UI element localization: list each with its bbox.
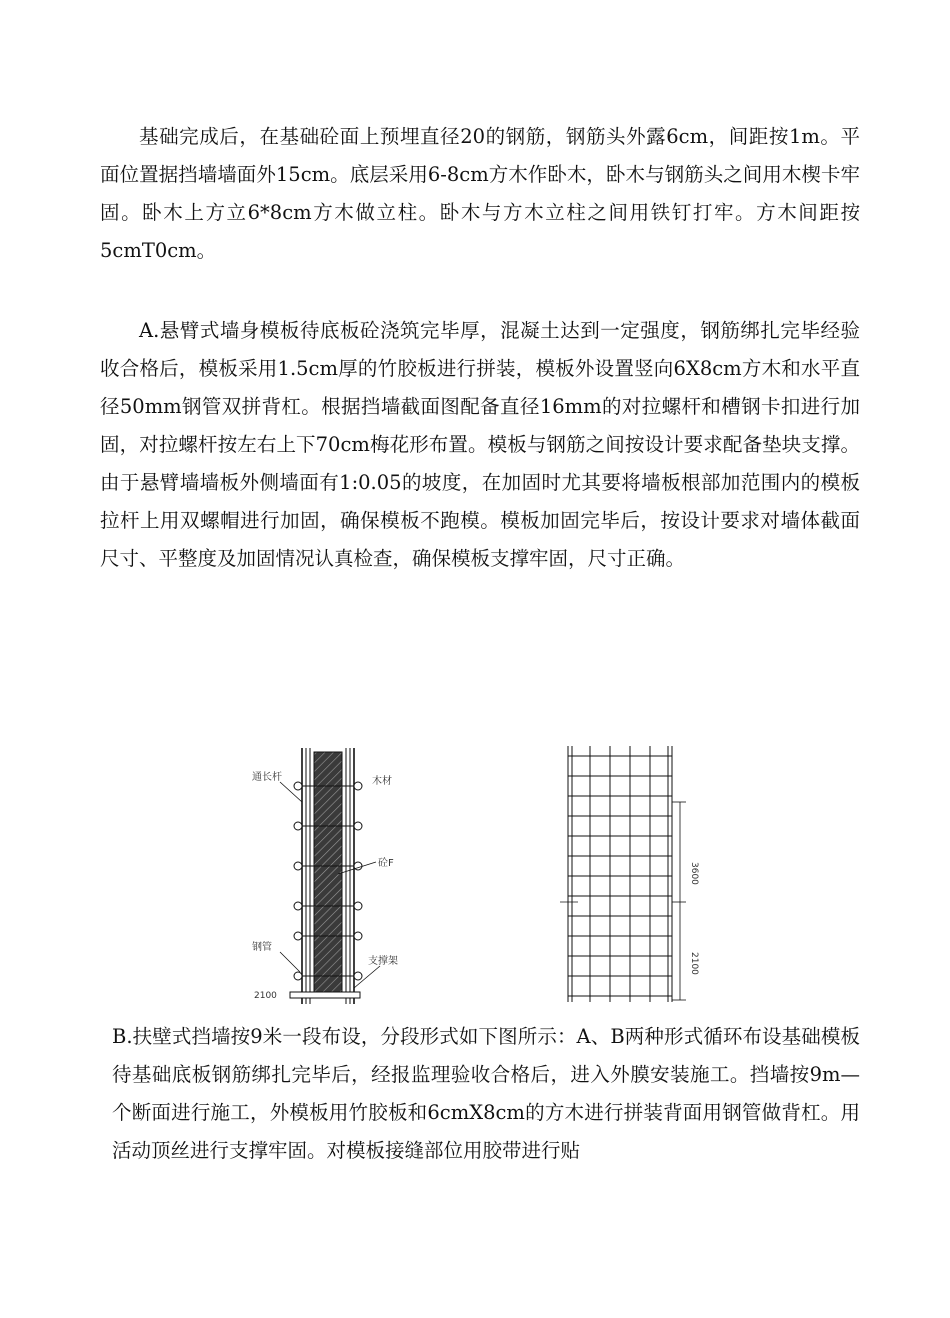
dimension-3600: 3600 [689, 862, 699, 885]
formwork-section-figure [250, 742, 420, 1004]
paragraph-cantilever-wall: A.悬臂式墙身模板待底板砼浇筑完毕厚，混凝土达到一定强度，钢筋绑扎完毕经验收合格后，模板采用1.5cm厚的竹胶板进行拼装，模板外设置竖向6X8cm方木和水平直径50mm钢管双拼背杠。根据挡墙截面图配备直径16mm的对拉螺杆和槽钢卡扣进行加固，对拉螺杆按左右上下70cm梅花形布置。模板与钢筋之间按设计要求配备垫块支撑。由于悬臂墙墙板外侧墙面有1:0.05的坡度，在加固时尤其要将墙板根部加范围内的模板拉杆上用双螺帽进行加固，确保模板不跑模。模板加固完毕后，按设计要求对墙体截面尺寸、平整度及加固情况认真检查，确保模板支撑牢固，尺寸正确。 [100, 319, 860, 570]
paragraph-buttress-wall: B.扶壁式挡墙按9米一段布设，分段形式如下图所示：A、B两种形式循环布设基础模板待基础底板钢筋绑扎完毕后，经报监理验收合格后，进入外膜安装施工。挡墙按9m—个断面进行施工，外模板用竹胶板和6cmX8cm的方木进行拼装背面用钢管做背杠。用活动顶丝进行支撑牢固。对模板接缝部位用胶带进行贴 [112, 1025, 860, 1162]
paragraph-foundation: 基础完成后，在基础砼面上预埋直径20的钢筋，钢筋头外露6cm，间距按1m。平面位置据挡墙墙面外15cm。底层采用6-8cm方木作卧木，卧木与钢筋头之间用木楔卡牢固。卧木上方立6*8cm方木做立柱。卧木与方木立柱之间用铁钉打牢。方木间距按5cmT0cm。 [100, 125, 860, 262]
label-timber: 木材 [372, 776, 392, 787]
label-tie-rod: 通长杆 [252, 772, 282, 783]
formwork-section-drawing [250, 742, 420, 1004]
reinforcement-grid-figure [560, 742, 700, 1004]
label-concrete: 砼F [378, 858, 394, 869]
dimension-2100: 2100 [689, 952, 699, 975]
label-steel-pipe: 钢管 [252, 942, 272, 953]
reinforcement-grid-drawing [560, 742, 700, 1004]
label-support: 支撑架 [368, 956, 398, 967]
label-dimension: 2100 [254, 991, 277, 1001]
